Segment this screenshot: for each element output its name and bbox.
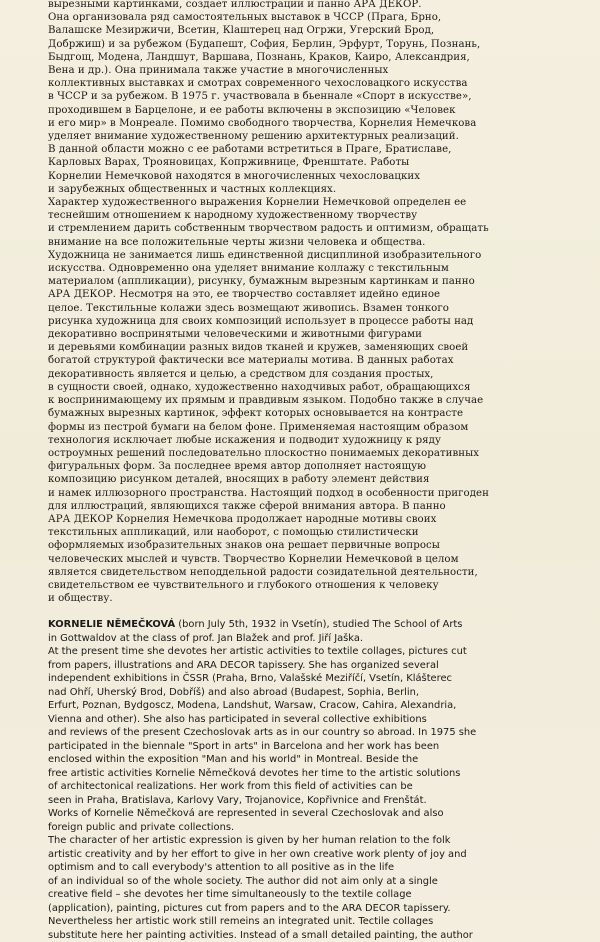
russian-text-line: свидетельством ее чувствительного и глубокого отношения к человеку: [48, 579, 568, 592]
english-text-line: creative field – she devotes her time simultaneously to the textile collage: [48, 888, 578, 902]
english-text-line: The character of her artistic expression is given by her human relation to the folk: [48, 834, 578, 848]
english-text-line: artistic creativity and by her effort to give in her own creative work plenty of joy and: [48, 848, 578, 862]
english-text-line: of an individual so of the whole society. The author did not aim only at a single: [48, 875, 578, 889]
english-first-line-rest: (born July 5th, 1932 in Vsetín), studied The School of Arts: [175, 619, 462, 630]
russian-text-line: рисунка художница для своих композиций использует в процессе работы над: [48, 315, 568, 328]
russian-text-line: для иллюстраций, являющихся также сферой внимания автора. В панно: [48, 500, 568, 513]
russian-text-line: к воспринимающему их прямым и правдивым языком. Подобно также в случае: [48, 394, 568, 407]
russian-text-line: Она организовала ряд самостоятельных выставок в ЧССР (Прага, Брно,: [48, 11, 568, 24]
russian-text-line: Художница не занимается лишь единственной дисциплиной изобразительного: [48, 249, 568, 262]
english-text-line: in Gottwaldov at the class of prof. Jan Blažek and prof. Jiří Jaška.: [48, 632, 578, 646]
russian-text-line: в ЧССР и за рубежом. В 1975 г. участвовала в бьеннале «Спорт в искусстве»,: [48, 90, 568, 103]
russian-text-line: фигуральных форм. За последнее время автор дополняет настоящую: [48, 460, 568, 473]
russian-text-line: Карловых Варах, Трояновицах, Копрживнице, Френштате. Работы: [48, 156, 568, 169]
english-first-line: [48, 618, 578, 632]
english-text-line: Nevertheless her artistic work still remeins an integrated unit. Tectile collages: [48, 915, 578, 929]
russian-text-line: бумажных вырезных картинок, эффект которых основывается на контрасте: [48, 407, 568, 420]
russian-text-line: и стремлением дарить собственным творчеством радость и оптимизм, обращать: [48, 222, 568, 235]
russian-text-line: Корнелии Немечковой находятся в многочисленных чехословацких: [48, 170, 568, 183]
russian-text-line: Быдгощ, Модена, Ландшут, Варшава, Познань, Краков, Каиро, Александрия,: [48, 51, 568, 64]
english-text-line: enclosed within the exposition "Man and his world" in Montreal. Beside the: [48, 753, 578, 767]
russian-text-line: АРА ДЕКОР. Несмотря на это, ее творчество составляет идейно единое: [48, 288, 568, 301]
russian-text-line: уделяет внимание художественному решению архитектурных реализаций.: [48, 130, 568, 143]
russian-text-line: и его мир» в Монреале. Помимо свободного творчества, Корнелия Немечкова: [48, 117, 568, 130]
english-text-line: free artistic activities Kornelie Němečková devotes her time to the artistic solutions: [48, 767, 578, 781]
russian-text-block: [48, 0, 568, 605]
russian-text-line: внимание на все положительные черты жизни человека и общества.: [48, 236, 568, 249]
russian-text-line: и намек иллюзорного пространства. Настоящий подход в особенности пригоден: [48, 487, 568, 500]
russian-text-line: композицию рисунком деталей, вносящих в работу элемент действия: [48, 473, 568, 486]
english-text-line: (application), painting, pictures cut from papers and to the ARA DECOR tapissery.: [48, 902, 578, 916]
russian-text-line: декоративность является и целью, а средством для создания простых,: [48, 368, 568, 381]
english-text-line: seen in Praha, Bratislava, Karlovy Vary, Trojanovice, Kopřivnice and Frenštát.: [48, 794, 578, 808]
russian-text-line: искусства. Одновременно она уделяет внимание коллажу с текстильным: [48, 262, 568, 275]
russian-text-line: текстильных аппликаций, или наоборот, с помощью стилистически: [48, 526, 568, 539]
russian-text-line: вырезными картинками, создает иллюстрации и панно АРА ДЕКОР.: [48, 0, 568, 11]
russian-text-line: В данной области можно с ее работами встретиться в Праге, Братиславе,: [48, 143, 568, 156]
english-text-line: participated in the biennale "Sport in arts" in Barcelona and her work has been: [48, 740, 578, 754]
russian-text-line: Добржиш) и за рубежом (Будапешт, София, Берлин, Эрфурт, Торунь, Познань,: [48, 38, 568, 51]
english-text-line: substitute here her painting activities. Instead of a small detailed painting, the author: [48, 929, 578, 942]
english-text-line: of architectonical realizations. Her work from this field of activities can be: [48, 780, 578, 794]
english-text-line: foreign public and private collections.: [48, 821, 578, 835]
russian-text-line: и обществу.: [48, 592, 568, 605]
russian-text-line: богатой структурой фактически все материалы мотива. В данных работах: [48, 354, 568, 367]
russian-text-line: оформляемых изобразительных знаков она решает первичные вопросы: [48, 539, 568, 552]
russian-text-line: остроумных решений последовательно плоскостно понимаемых декоративных: [48, 447, 568, 460]
author-name: KORNELIE NĚMEČKOVÁ: [48, 619, 175, 630]
russian-text-line: человеческих мыслей и чувств. Творчество Корнелии Немечковой в целом: [48, 553, 568, 566]
english-text-line: independent exhibitions in ČSSR (Praha, Brno, Valašské Meziříčí, Vsetín, Klášterec: [48, 672, 578, 686]
english-text-line: Works of Kornelie Němečková are represented in several Czechoslovak and also: [48, 807, 578, 821]
russian-text-line: и деревьями комбинации разных видов тканей и кружев, заменяющих своей: [48, 341, 568, 354]
russian-text-line: является свидетельством неподдельной радости созидательной деятельности,: [48, 566, 568, 579]
english-text-line: Vienna and other). She also has participated in several collective exhibitions: [48, 713, 578, 727]
russian-text-line: АРА ДЕКОР Корнелия Немечкова продолжает народные мотивы своих: [48, 513, 568, 526]
russian-text-line: коллективных выставках и смотрах современного чехословацкого искусства: [48, 77, 568, 90]
russian-text-line: материалом (аппликации), рисунку, бумажным вырезным картинкам и панно: [48, 275, 568, 288]
russian-text-line: Характер художественного выражения Корнелии Немечковой определен ее: [48, 196, 568, 209]
english-text-line: nad Ohří, Uherský Brod, Dobříš) and also abroad (Budapest, Sophia, Berlin,: [48, 686, 578, 700]
russian-text-line: теснейшим отношением к народному художественному творчеству: [48, 209, 568, 222]
english-text-line: At the present time she devotes her artistic activities to textile collages, pictures cut: [48, 645, 578, 659]
english-text-line: Erfurt, Poznan, Bydgoscz, Modena, Landshut, Warsaw, Cracow, Cahira, Alexandria,: [48, 699, 578, 713]
russian-text-line: в сущности своей, однако, художественно находчивых работ, обращающихся: [48, 381, 568, 394]
english-text-line: and reviews of the present Czechoslovak arts as in our country so abroad. In 1975 she: [48, 726, 578, 740]
english-text-block: [48, 618, 578, 942]
english-text-line: from papers, illustrations and ARA DECOR tapissery. She has organized several: [48, 659, 578, 673]
russian-text-line: формы из пестрой бумаги на белом фоне. Применяемая настоящим образом: [48, 421, 568, 434]
russian-text-line: технология исключает любые искажения и подводит художницу к ряду: [48, 434, 568, 447]
english-text-line: optimism and to call everybody's attention to all positive as in the life: [48, 861, 578, 875]
russian-text-line: проходившем в Барцелоне, и ее работы включены в экспозицию «Человек: [48, 104, 568, 117]
russian-text-line: целое. Текстильные колажи здесь возмещают живопись. Взамен тонкого: [48, 302, 568, 315]
russian-text-line: и зарубежных общественных и частных коллекциях.: [48, 183, 568, 196]
russian-text-line: декоративно воспринятыми человеческими и животными фигурами: [48, 328, 568, 341]
russian-text-line: Валашске Мезиржичи, Всетин, Кlaштерец над Огржи, Угерский Брод,: [48, 24, 568, 37]
russian-text-line: Вена и др.). Она принимала также участие в многочисленных: [48, 64, 568, 77]
